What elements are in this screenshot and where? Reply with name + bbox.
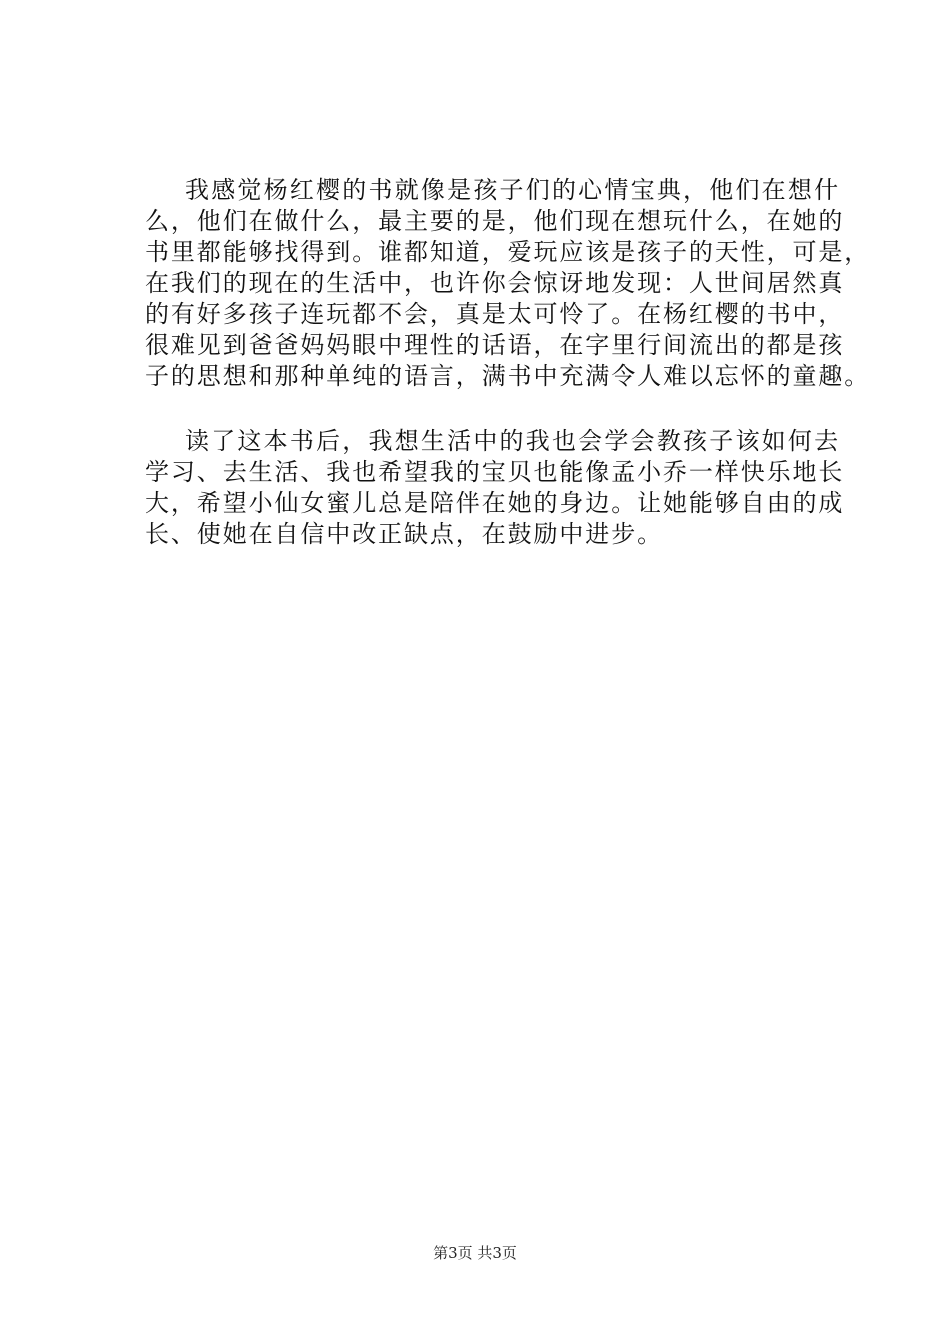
paragraph-line: 书里都能够找得到。谁都知道，爱玩应该是孩子的天性，可是， [145, 238, 871, 266]
paragraph-line: 子的思想和那种单纯的语言，满书中充满令人难以忘怀的童趣。 [145, 362, 871, 390]
paragraph-1 [145, 175, 871, 392]
page-number-footer: 第3页 共3页 [433, 1244, 517, 1262]
paragraph-spacer [145, 392, 840, 426]
paragraph-line: 长、使她在自信中改正缺点，在鼓励中进步。 [145, 520, 663, 548]
paragraph-line: 很难见到爸爸妈妈眼中理性的话语，在字里行间流出的都是孩 [145, 331, 845, 359]
paragraph-line: 学习、去生活、我也希望我的宝贝也能像孟小乔一样快乐地长 [145, 458, 845, 486]
body-text [145, 175, 871, 550]
paragraph-line: 么，他们在做什么，最主要的是，他们现在想玩什么，在她的 [145, 207, 845, 235]
paragraph-line: 大，希望小仙女蜜儿总是陪伴在她的身边。让她能够自由的成 [145, 489, 845, 517]
paragraph-line: 在我们的现在的生活中，也许你会惊讶地发现：人世间居然真 [145, 269, 845, 297]
paragraph-2 [145, 426, 845, 550]
paragraph-line: 的有好多孩子连玩都不会，真是太可怜了。在杨红樱的书中， [145, 300, 845, 328]
paragraph-line: 我感觉杨红樱的书就像是孩子们的心情宝典，他们在想什 [185, 176, 840, 204]
paragraph-line: 读了这本书后，我想生活中的我也会学会教孩子该如何去 [185, 427, 840, 455]
